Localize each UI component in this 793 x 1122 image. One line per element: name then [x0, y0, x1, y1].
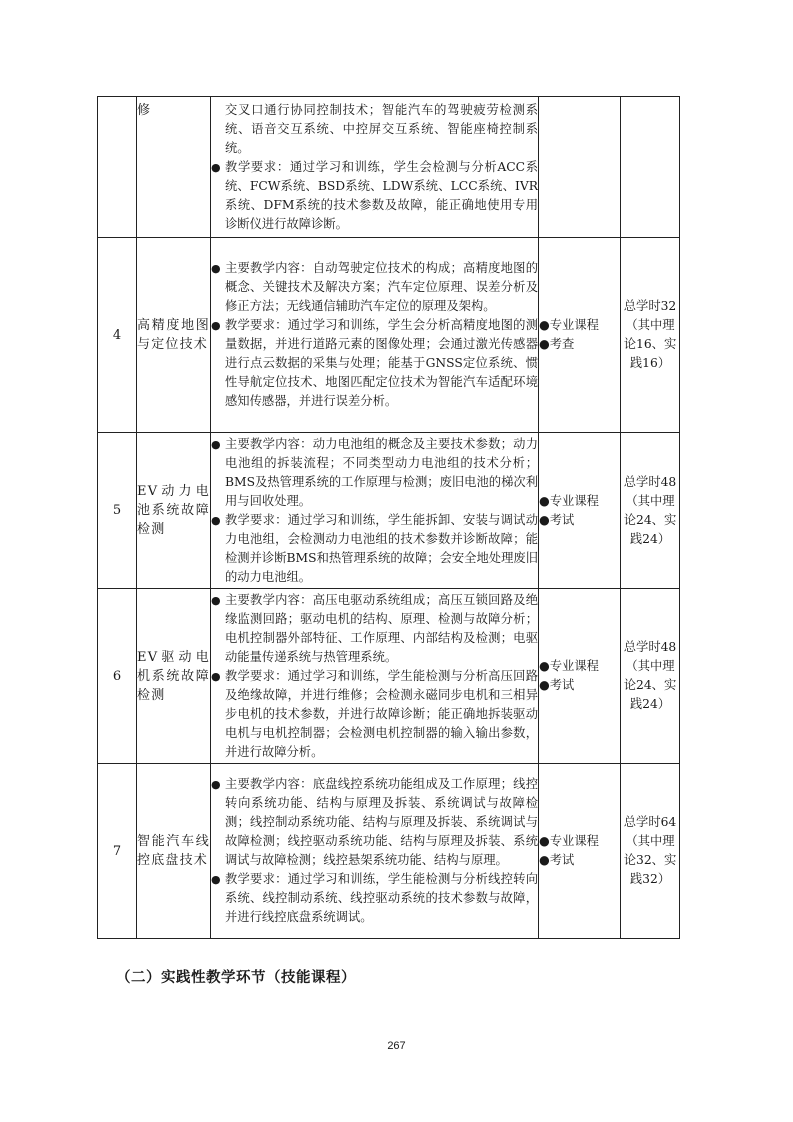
- course-type: [539, 433, 621, 589]
- course-table: [97, 96, 680, 939]
- content-text: 教学要求：通过学习和训练，学生能检测与分析线控转向系统、线控制动系统、线控驱动系统的技术参数与故障，并进行线控底盘系统调试。: [225, 872, 538, 924]
- section-heading: （二）实践性教学环节（技能课程）: [116, 969, 356, 986]
- content-text: 教学要求：通过学习和训练，学生能检测与分析高压回路及绝缘故障，并进行维修；会检测永磁同步电机和三相异步电机的技术参数，并进行故障诊断；能正确地拆装驱动电机与电机控制器；会检测电机控制器的输入输出参数，并进行故障分析。: [225, 668, 538, 759]
- content-item: [211, 870, 538, 927]
- assessment-method: ●考试: [539, 512, 575, 527]
- content-text: 教学要求：通过学习和训练，学生会检测与分析ACC系统、FCW系统、BSD系统、LDW系统、LCC系统、IVR系统、DFM系统的技术参数及故障，能正确地使用专用诊断仪进行故障诊断。: [225, 159, 538, 231]
- course-hours: 总学时48（其中理论24、实践24）: [621, 589, 680, 764]
- content-item: [211, 667, 538, 762]
- bullet-icon: ●: [211, 873, 221, 886]
- content-item: [211, 511, 538, 587]
- bullet-icon: ●: [211, 262, 221, 275]
- content-text: 主要教学内容：高压电驱动系统组成；高压互锁回路及绝缘监测回路；驱动电机的结构、原理、检测与故障分析；电机控制器外部特征、工作原理、内部结构及检测；电驱动能量传递系统与热管理系统。: [225, 592, 538, 664]
- content-text: 交叉口通行协同控制技术；智能汽车的驾驶疲劳检测系统、语音交互系统、中控屏交互系统、智能座椅控制系统。: [225, 102, 538, 155]
- content-item: [211, 259, 538, 316]
- bullet-icon: ●: [211, 593, 221, 607]
- course-content: [211, 238, 539, 433]
- assessment-method: ●考试: [539, 853, 575, 867]
- content-item: [211, 775, 538, 870]
- course-content: [211, 589, 539, 764]
- row-number: 4: [98, 238, 137, 433]
- course-content: [211, 97, 539, 238]
- course-hours: 总学时32（其中理论16、实践16）: [621, 238, 680, 433]
- course-hours: 总学时64（其中理论32、实践32）: [621, 764, 680, 939]
- bullet-icon: ●: [211, 669, 221, 683]
- content-item: [211, 316, 538, 411]
- course-category: ●专业课程: [539, 834, 599, 848]
- content-item: [211, 591, 538, 667]
- course-type: [539, 238, 621, 433]
- bullet-icon: ●: [211, 513, 221, 527]
- content-text: 主要教学内容：自动驾驶定位技术的构成；高精度地图的概念、关键技术及解决方案；汽车定位原理、误差分析及修正方法；无线通信辅助汽车定位的原理及架构。: [225, 261, 538, 313]
- bullet-icon: ●: [211, 778, 221, 791]
- row-number: 5: [98, 433, 137, 589]
- course-type: [539, 97, 621, 238]
- assessment-method: ●考查: [539, 337, 575, 351]
- assessment-method: ●考试: [539, 678, 575, 692]
- content-text: 教学要求：通过学习和训练，学生会分析高精度地图的测量数据，并进行道路元素的图像处理；会通过激光传感器进行点云数据的采集与处理；能基于GNSS定位系统、惯性导航定位技术、地图匹配定位技术为智能汽车适配环境感知传感器，并进行误差分析。: [225, 318, 538, 408]
- course-name: 高精度地图与定位技术: [137, 238, 211, 433]
- bullet-icon: ●: [211, 319, 221, 332]
- course-category: ●专业课程: [539, 318, 599, 332]
- table-row: [98, 764, 680, 939]
- table-row: [98, 97, 680, 238]
- course-content: [211, 764, 539, 939]
- page-number: 267: [387, 1040, 406, 1052]
- row-number: [98, 97, 137, 238]
- content-item: [211, 158, 538, 234]
- course-name: EV驱动电机系统故障检测: [137, 589, 211, 764]
- course-category: ●专业课程: [539, 493, 599, 508]
- content-text: 教学要求：通过学习和训练，学生能拆卸、安装与调试动力电池组，会检测动力电池组的技术参数并诊断故障；能检测并诊断BMS和热管理系统的故障；会安全地处理废旧的动力电池组。: [225, 512, 538, 584]
- content-item: [211, 435, 538, 511]
- table-row: [98, 238, 680, 433]
- course-type: [539, 764, 621, 939]
- course-name: 修: [137, 97, 211, 238]
- course-category: ●专业课程: [539, 659, 599, 673]
- bullet-icon: ●: [211, 160, 221, 174]
- course-name: 智能汽车线控底盘技术: [137, 764, 211, 939]
- content-item: [211, 101, 538, 158]
- bullet-icon: ●: [211, 437, 221, 451]
- course-name: EV动力电池系统故障检测: [137, 433, 211, 589]
- table-row: [98, 433, 680, 589]
- row-number: 7: [98, 764, 137, 939]
- content-text: 主要教学内容：底盘线控系统功能组成及工作原理；线控转向系统功能、结构与原理及拆装、系统调试与故障检测；线控制动系统功能、结构与原理及拆装、系统调试与故障检测；线控驱动系统功能、结构与原理及拆装、系统调试与故障检测；线控悬架系统功能、结构与原理。: [225, 777, 538, 867]
- course-hours: [621, 97, 680, 238]
- content-text: 主要教学内容：动力电池组的概念及主要技术参数；动力电池组的拆装流程；不同类型动力电池组的技术分析；BMS及热管理系统的工作原理与检测；废旧电池的梯次利用与回收处理。: [225, 436, 538, 508]
- course-content: [211, 433, 539, 589]
- row-number: 6: [98, 589, 137, 764]
- course-hours: 总学时48（其中理论24、实践24）: [621, 433, 680, 589]
- table-row: [98, 589, 680, 764]
- course-type: [539, 589, 621, 764]
